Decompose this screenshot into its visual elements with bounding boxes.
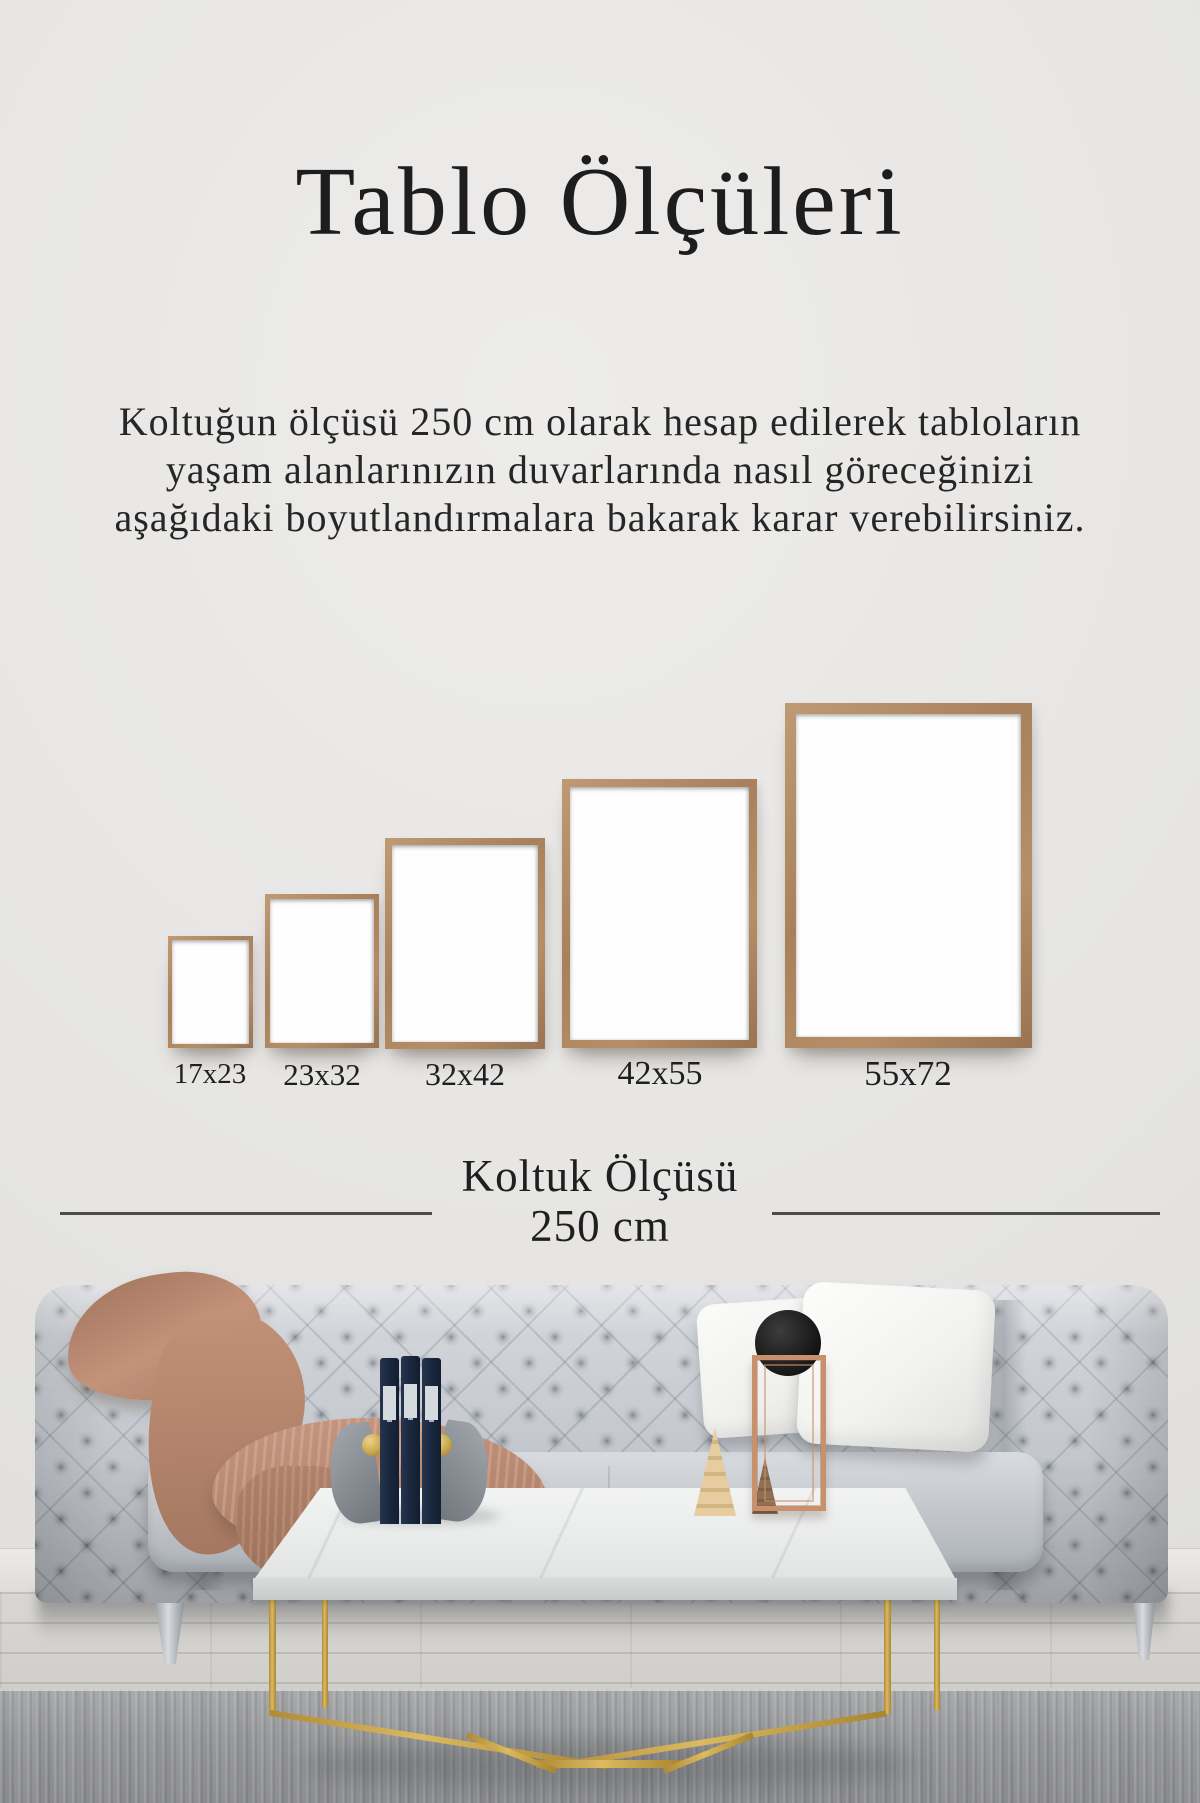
frame-55x72 [785,703,1032,1048]
book-2 [401,1356,420,1524]
frame-size-label: 17x23 [173,1058,247,1090]
frame-size-label: 23x32 [283,1057,361,1092]
page-title: Tablo Ölçüleri [295,148,905,256]
living-room-photo [0,1240,1200,1800]
frame-size-label: 55x72 [864,1054,952,1093]
frame-canvas [270,899,374,1043]
frame-size-label: 42x55 [617,1055,703,1092]
sphere-stand-back-edge [764,1364,814,1502]
table-brace-center [536,1760,682,1768]
description-line: yaşam alanlarınızın duvarlarında nasıl göreceğinizi [165,447,1035,492]
book-spine-label [383,1386,396,1420]
sofa-measure-value: 250 cm [530,1201,670,1251]
frame-23x32 [265,894,379,1048]
book-1 [380,1358,399,1524]
book-spine-label [404,1384,417,1418]
table-leg-front-left [269,1596,276,1714]
frame-17x23 [168,936,253,1048]
table-leg-front-right [884,1596,891,1714]
frame-canvas [172,940,249,1044]
frame-size-label: 32x42 [425,1056,505,1092]
book-spine-label [425,1386,438,1420]
divider-line-right [772,1212,1160,1215]
frame-32x42 [385,838,545,1049]
frame-canvas [796,714,1021,1037]
description-line: Koltuğun ölçüsü 250 cm olarak hesap edilerek tabloların [118,399,1082,444]
frame-canvas [392,845,538,1042]
description-paragraph [0,398,1200,542]
description-line: aşağıdaki boyutlandırmalara bakarak karar verebilirsiniz. [114,495,1086,540]
book-3 [422,1358,441,1524]
sofa-measure-label: Koltuk Ölçüsü [461,1151,739,1201]
frame-canvas [570,787,749,1040]
table-top-front-face [253,1578,957,1600]
divider-line-left [60,1212,432,1215]
frame-42x55 [562,779,757,1048]
